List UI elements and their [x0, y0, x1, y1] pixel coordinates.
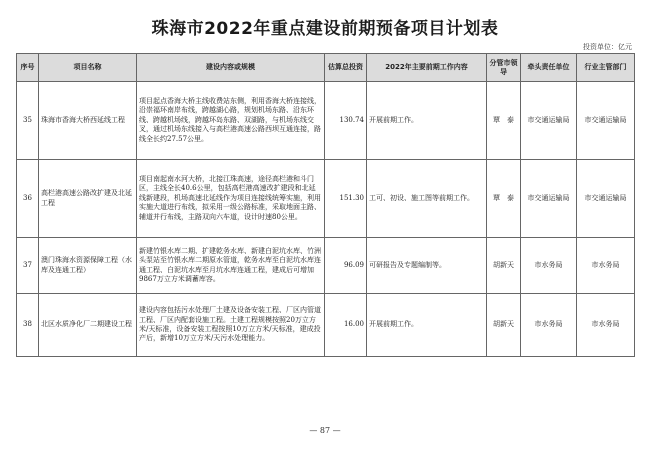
row-work: 开展前期工作。 [367, 82, 487, 160]
row-work: 可研报告及专题编制等。 [367, 238, 487, 294]
row-seq: 38 [17, 294, 39, 357]
table-row [17, 294, 635, 357]
row-investment: 151.30 [325, 160, 367, 238]
row-lead-unit: 市交通运输局 [521, 82, 577, 160]
row-scope: 项目起点香海大桥主线收费站东侧，利用香海大桥连接线，沿崇福环南岸布线，跨越湖心路，规划机场东路、沿东环线、跨越机场线，跨越环岛东路、双湖路，与机场东线交叉，通过机场东线接入与高栏港高速公路西坝互通连接，路线全长约27.57公里。 [137, 82, 325, 160]
row-investment: 96.09 [325, 238, 367, 294]
row-leader: 覃 泰 [487, 160, 521, 238]
header-seq: 序号 [17, 54, 39, 82]
row-lead-unit: 市交通运输局 [521, 160, 577, 238]
header-lead-unit: 牵头责任单位 [521, 54, 577, 82]
header-work: 2022年主要前期工作内容 [367, 54, 487, 82]
row-seq: 36 [17, 160, 39, 238]
project-plan-table [16, 53, 635, 357]
row-dept: 市水务局 [577, 238, 635, 294]
row-work: 开展前期工作。 [367, 294, 487, 357]
page-title: 珠海市2022年重点建设前期预备项目计划表 [151, 19, 499, 39]
row-seq: 35 [17, 82, 39, 160]
row-scope: 新建竹银水库二期、扩建乾务水库、新建白泥坑水库、竹洲头泵站至竹银水库二期原水管道，乾务水库至白泥坑水库连通工程、白泥坑水库至月坑水库连通工程，建成后可增加9867万立方米调蓄库容。 [137, 238, 325, 294]
row-project-name: 珠海市香海大桥西延线工程 [39, 82, 137, 160]
table-header-row [17, 54, 635, 82]
row-leader: 胡新天 [487, 238, 521, 294]
row-investment: 130.74 [325, 82, 367, 160]
header-name: 项目名称 [39, 54, 137, 82]
header-scope: 建设内容或规模 [137, 54, 325, 82]
row-investment: 16.00 [325, 294, 367, 357]
row-project-name: 高栏港高速公路改扩建及北延工程 [39, 160, 137, 238]
table-row [17, 238, 635, 294]
row-lead-unit: 市水务局 [521, 238, 577, 294]
row-work: 工可、初设、施工图等前期工作。 [367, 160, 487, 238]
table-row [17, 82, 635, 160]
row-dept: 市水务局 [577, 294, 635, 357]
row-scope: 建设内容包括污水处理厂土建及设备安装工程、厂区内管道工程、厂区内配套设施工程。土建工程规模按照20万立方米/天标准，设备安装工程按照10万立方米/天标准，建成投产后，新增10万立方米/天污水处理能力。 [137, 294, 325, 357]
row-project-name: 北区水质净化厂二期建设工程 [39, 294, 137, 357]
header-dept: 行业主管部门 [577, 54, 635, 82]
row-leader: 覃 泰 [487, 82, 521, 160]
row-leader: 胡新天 [487, 294, 521, 357]
row-dept: 市交通运输局 [577, 82, 635, 160]
row-dept: 市交通运输局 [577, 160, 635, 238]
header-leader: 分管市领导 [487, 54, 521, 82]
investment-unit-note: 投资单位：亿元 [583, 43, 632, 51]
row-seq: 37 [17, 238, 39, 294]
table-row [17, 160, 635, 238]
row-project-name: 澳门珠海水资源保障工程（水库及连通工程） [39, 238, 137, 294]
header-investment: 估算总投资 [325, 54, 367, 82]
page-number: — 87 — [309, 426, 341, 435]
row-lead-unit: 市水务局 [521, 294, 577, 357]
row-scope: 项目南起南水河大桥，北接江珠高速，途径高栏港和斗门区，主线全长40.6公里，包括高栏港高速改扩建段和北延线新建段，机场高速北延线作为项目连接线统筹实施，利用实施大道进行布线，拟采用一级公路标准，采取地面主路、辅道并行布线，主路双向六车道，设计时速80公里。 [137, 160, 325, 238]
